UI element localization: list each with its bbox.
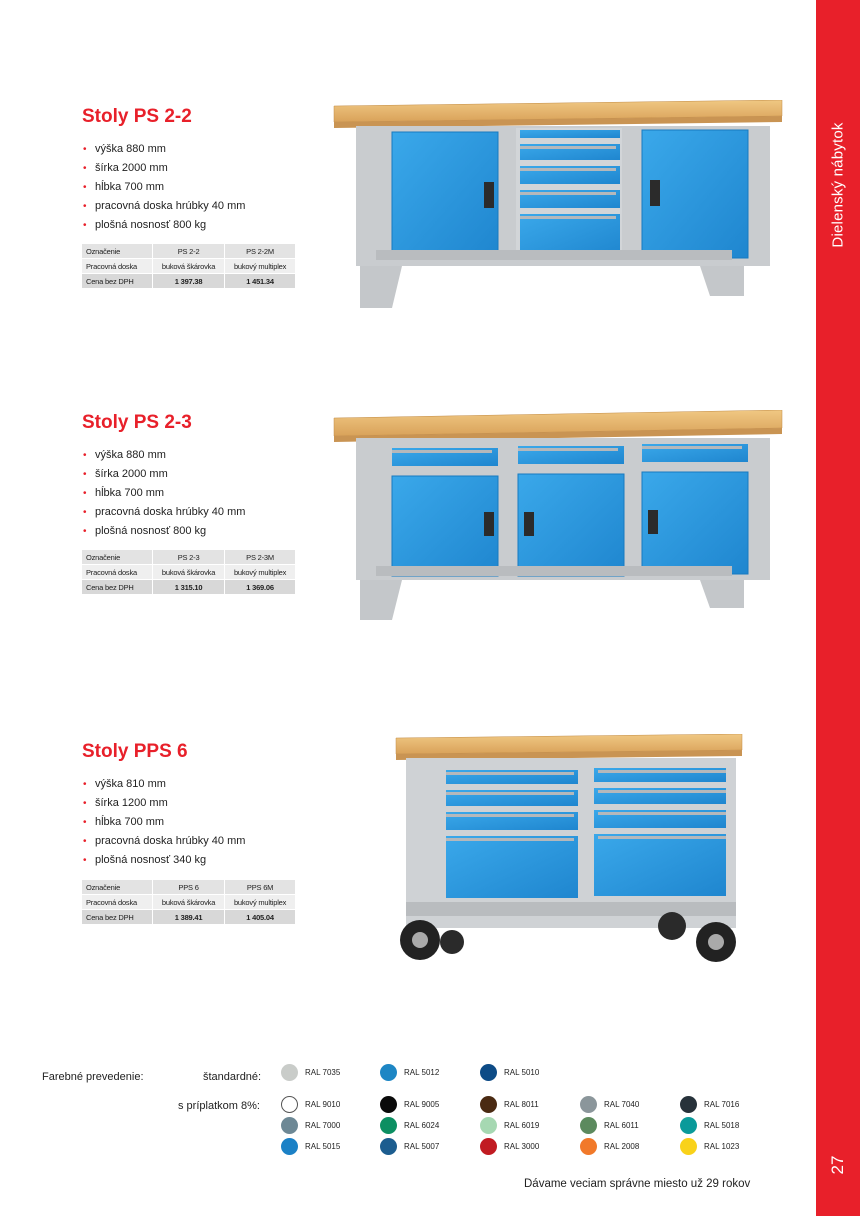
table-cell: PS 2-2 — [153, 244, 225, 259]
color-dot — [480, 1117, 497, 1134]
spec-item: • výška 880 mm — [82, 140, 322, 159]
table-cell: PS 2-2M — [225, 244, 295, 259]
color-code: RAL 9005 — [404, 1100, 440, 1109]
table-cell: bukový multiplex — [225, 565, 295, 580]
color-code: RAL 7035 — [305, 1068, 341, 1077]
color-code: RAL 5018 — [704, 1121, 740, 1130]
product-pps-6 — [82, 741, 322, 922]
color-code: RAL 8011 — [504, 1100, 539, 1109]
color-dot — [480, 1138, 497, 1155]
spec-item: • hĺbka 700 mm — [82, 813, 322, 832]
table-cell: 1 369.06 — [225, 580, 295, 595]
table-cell: Označenie — [82, 550, 153, 565]
color-code: RAL 7000 — [305, 1121, 341, 1130]
table-cell: buková škárovka — [153, 259, 225, 274]
page-number — [816, 1150, 860, 1180]
table-cell: Pracovná doska — [82, 565, 153, 580]
workbench-ps-2-2-image — [330, 100, 786, 310]
spec-list — [82, 775, 322, 870]
table-cell: Označenie — [82, 880, 153, 895]
table-row — [82, 244, 295, 259]
color-dot — [580, 1138, 597, 1155]
color-dot — [281, 1064, 298, 1081]
tagline: Dávame veciam správne miesto už 29 rokov — [524, 1178, 751, 1190]
color-code: RAL 7040 — [604, 1100, 640, 1109]
table-row — [82, 259, 295, 274]
table-cell: PPS 6 — [153, 880, 225, 895]
color-dot — [281, 1138, 298, 1155]
spec-list — [82, 446, 322, 541]
color-code: RAL 5007 — [404, 1142, 440, 1151]
color-dot — [380, 1096, 397, 1113]
price-table — [82, 550, 295, 595]
color-code: RAL 2008 — [604, 1142, 640, 1151]
spec-item: • plošná nosnosť 800 kg — [82, 216, 322, 235]
section-title — [816, 100, 860, 270]
price-table — [82, 244, 295, 289]
product-ps-2-3 — [82, 412, 322, 592]
color-dot — [281, 1096, 298, 1113]
table-cell: Cena bez DPH — [82, 274, 153, 289]
table-cell: Pracovná doska — [82, 259, 153, 274]
table-cell: PS 2-3 — [153, 550, 225, 565]
table-row — [82, 565, 295, 580]
spec-item: • šírka 2000 mm — [82, 159, 322, 178]
spec-item: • výška 810 mm — [82, 775, 322, 794]
color-code: RAL 1023 — [704, 1142, 740, 1151]
table-cell: 1 397.38 — [153, 274, 225, 289]
surcharge-colors-label: s príplatkom 8%: — [178, 1100, 260, 1112]
color-dot — [380, 1064, 397, 1081]
table-cell: 1 451.34 — [225, 274, 295, 289]
price-table — [82, 880, 295, 925]
table-cell: 1 315.10 — [153, 580, 225, 595]
color-code: RAL 6024 — [404, 1121, 440, 1130]
table-cell: Pracovná doska — [82, 895, 153, 910]
table-row — [82, 895, 295, 910]
color-dot — [380, 1117, 397, 1134]
table-cell: Cena bez DPH — [82, 910, 153, 925]
color-options-label: Farebné prevedenie: — [42, 1071, 144, 1083]
product-title: Stoly PPS 6 — [82, 741, 188, 762]
product-title: Stoly PS 2-3 — [82, 412, 192, 433]
spec-item: • hĺbka 700 mm — [82, 484, 322, 503]
color-code: RAL 6019 — [504, 1121, 540, 1130]
table-row — [82, 580, 295, 595]
color-code: RAL 5015 — [305, 1142, 341, 1151]
table-cell: 1 389.41 — [153, 910, 225, 925]
color-code: RAL 7016 — [704, 1100, 740, 1109]
color-code: RAL 5010 — [504, 1068, 540, 1077]
color-dot — [680, 1138, 697, 1155]
color-dot — [580, 1096, 597, 1113]
table-row — [82, 880, 295, 895]
spec-item: • hĺbka 700 mm — [82, 178, 322, 197]
color-code: RAL 3000 — [504, 1142, 540, 1151]
color-dot — [281, 1117, 298, 1134]
workbench-pps-6-image — [394, 734, 746, 970]
spec-list — [82, 140, 322, 235]
table-row — [82, 550, 295, 565]
color-dot — [680, 1096, 697, 1113]
color-dot — [580, 1117, 597, 1134]
color-code: RAL 5012 — [404, 1068, 440, 1077]
table-cell: bukový multiplex — [225, 259, 295, 274]
color-code: RAL 9010 — [305, 1100, 341, 1109]
section-title-text: Dielenský nábytok — [829, 122, 847, 248]
color-dot — [380, 1138, 397, 1155]
color-dot — [480, 1064, 497, 1081]
spec-item: • šírka 2000 mm — [82, 465, 322, 484]
standard-colors-label: štandardné: — [203, 1071, 262, 1083]
spec-item: • plošná nosnosť 340 kg — [82, 851, 322, 870]
table-row — [82, 910, 295, 925]
color-dot — [680, 1117, 697, 1134]
color-dot — [480, 1096, 497, 1113]
table-row — [82, 274, 295, 289]
table-cell: Označenie — [82, 244, 153, 259]
product-title: Stoly PS 2-2 — [82, 106, 192, 127]
table-cell: PPS 6M — [225, 880, 295, 895]
spec-item: • výška 880 mm — [82, 446, 322, 465]
table-cell: buková škárovka — [153, 565, 225, 580]
table-cell: Cena bez DPH — [82, 580, 153, 595]
page-number-text: 27 — [828, 1155, 847, 1175]
color-code: RAL 6011 — [604, 1121, 639, 1130]
spec-item: • pracovná doska hrúbky 40 mm — [82, 197, 322, 216]
table-cell: PS 2-3M — [225, 550, 295, 565]
table-cell: 1 405.04 — [225, 910, 295, 925]
spec-item: • pracovná doska hrúbky 40 mm — [82, 832, 322, 851]
spec-item: • plošná nosnosť 800 kg — [82, 522, 322, 541]
table-cell: bukový multiplex — [225, 895, 295, 910]
table-cell: buková škárovka — [153, 895, 225, 910]
side-band — [816, 0, 860, 1216]
spec-item: • pracovná doska hrúbky 40 mm — [82, 503, 322, 522]
workbench-ps-2-3-image — [330, 410, 786, 622]
product-ps-2-2 — [82, 106, 322, 286]
spec-item: • šírka 1200 mm — [82, 794, 322, 813]
